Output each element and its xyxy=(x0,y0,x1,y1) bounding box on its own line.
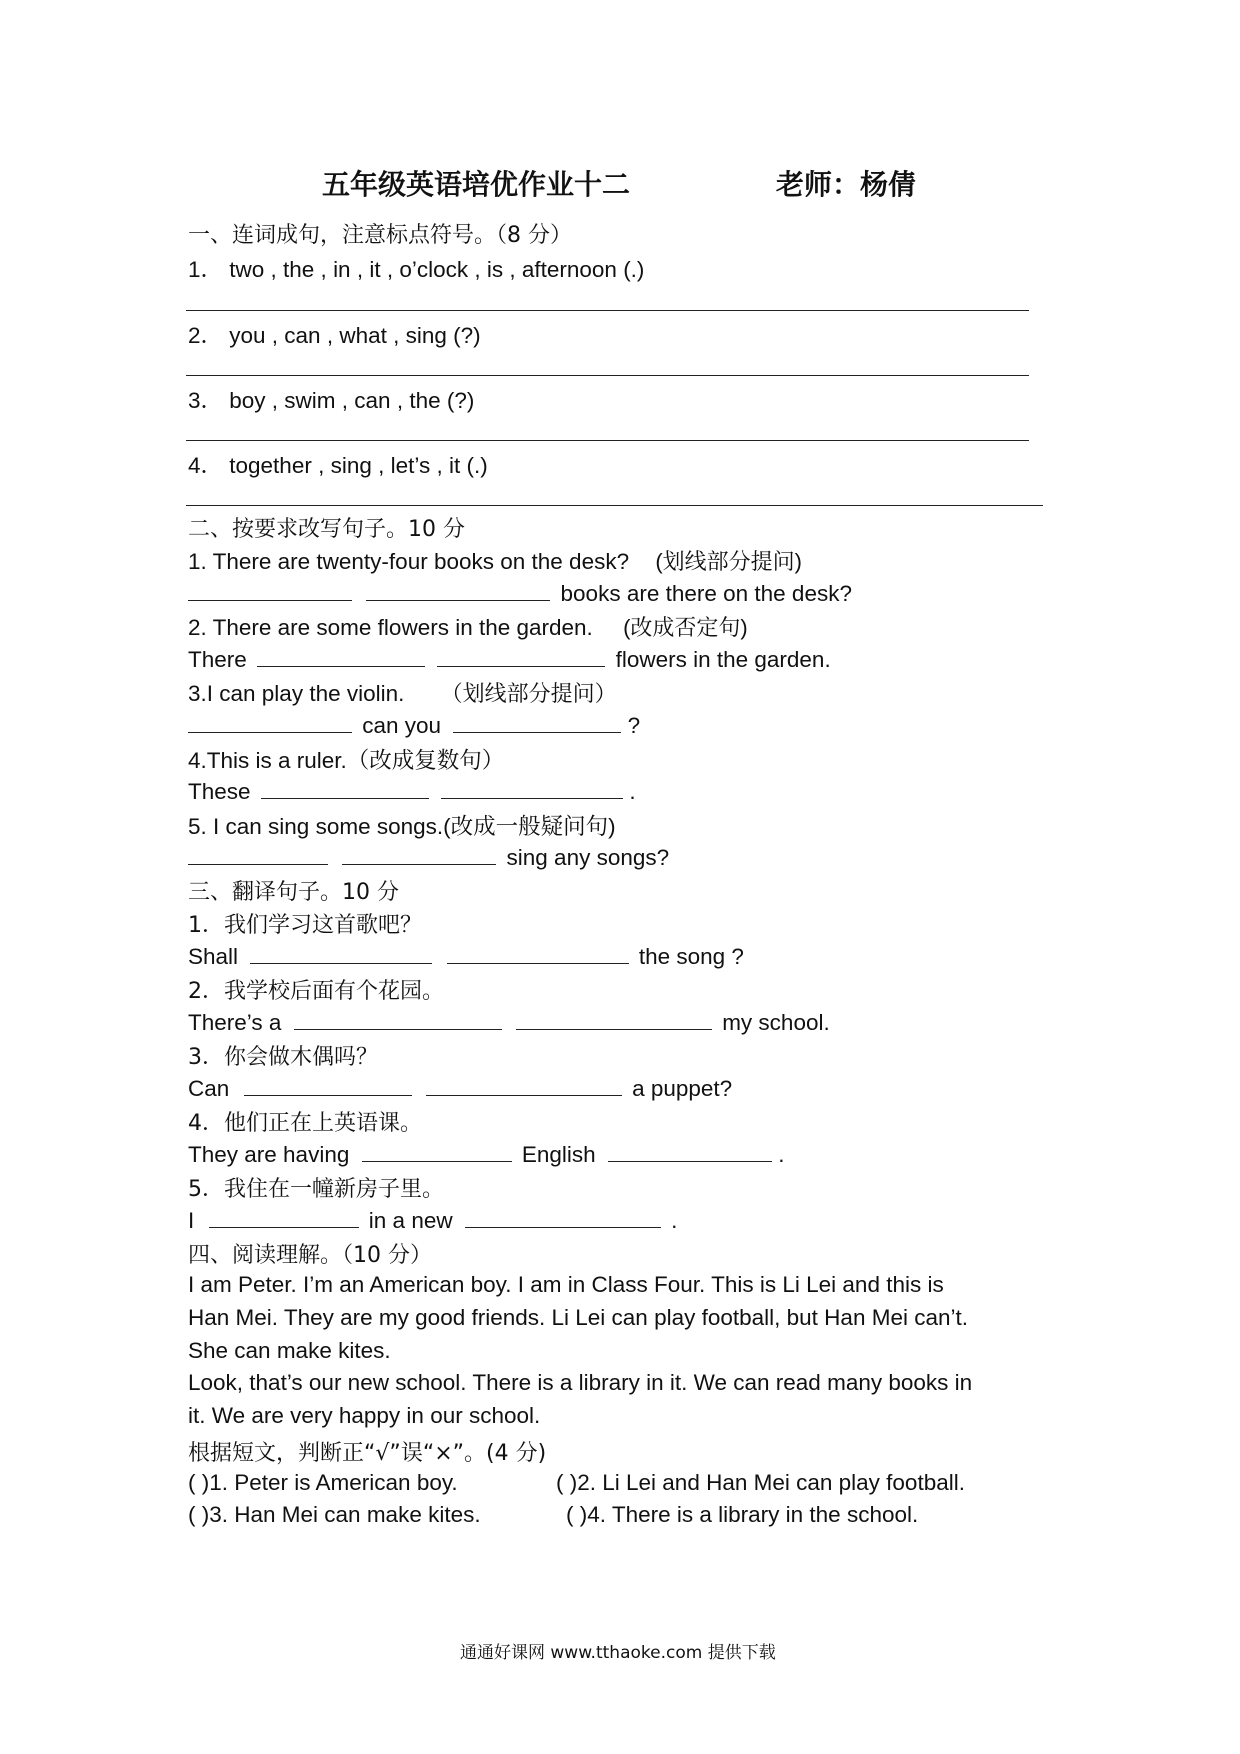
tf-instruction: 根据短文，判断正“√”误“×”。(4 分) xyxy=(188,1441,547,1466)
answer-blank[interactable] xyxy=(465,1205,661,1228)
s3-q2-prompt: 2．我学校后面有个花园。 xyxy=(188,979,444,1004)
s2-q3-prompt xyxy=(188,677,617,708)
section1-heading: 一、连词成句，注意标点符号。（8 分） xyxy=(188,223,572,248)
answer-blank[interactable] xyxy=(257,644,425,667)
s2-q4-answer xyxy=(188,776,636,805)
passage-line: Han Mei. They are my good friends. Li Lei can play football, but Han Mei can’t. xyxy=(188,1305,968,1330)
answer-blank[interactable] xyxy=(188,710,352,733)
instruction-note: （划线部分提问） xyxy=(440,681,617,706)
answer-text: There’s a xyxy=(188,1010,282,1035)
answer-blank[interactable] xyxy=(437,644,605,667)
footer-text: 通通好课网 www.tthaoke.com 提供下载 xyxy=(460,1643,776,1663)
answer-text: ? xyxy=(627,713,641,738)
s2-q5-answer xyxy=(188,842,669,871)
passage-line: I am Peter. I’m an American boy. I am in Class Four. This is Li Lei and this is xyxy=(188,1272,944,1297)
answer-text: English xyxy=(521,1142,596,1167)
passage-line: She can make kites. xyxy=(188,1338,391,1363)
teacher-name: 老师：杨倩 xyxy=(776,168,917,201)
section3-heading: 三、翻译句子。10 分 xyxy=(188,880,399,905)
answer-line[interactable] xyxy=(186,505,1043,506)
answer-text: my school. xyxy=(722,1010,830,1035)
answer-blank[interactable] xyxy=(447,941,629,964)
s2-q1-prompt xyxy=(188,545,802,576)
answer-blank[interactable] xyxy=(362,1139,512,1162)
section2-heading: 二、按要求改写句子。10 分 xyxy=(188,517,465,542)
s3-q5-prompt: 5．我住在一幢新房子里。 xyxy=(188,1177,444,1202)
s3-q4-prompt: 4．他们正在上英语课。 xyxy=(188,1111,422,1136)
tf-item-2[interactable]: ( )2. Li Lei and Han Mei can play football. xyxy=(556,1470,965,1495)
s3-q3-prompt: 3．你会做木偶吗？ xyxy=(188,1045,378,1070)
s2-q2-answer xyxy=(188,644,831,673)
s1-item-3: 3． boy , swim , can , the (?) xyxy=(188,388,475,413)
s2-q3-answer xyxy=(188,710,640,739)
s3-q4-answer xyxy=(188,1139,784,1168)
answer-text: sing any songs? xyxy=(506,845,670,870)
s3-q2-answer xyxy=(188,1007,830,1036)
s1-item-2: 2． you , can , what , sing (?) xyxy=(188,323,481,348)
answer-text: can you xyxy=(362,713,442,738)
answer-blank[interactable] xyxy=(342,842,496,865)
s2-q5-prompt: 5. I can sing some songs.(改成一般疑问句) xyxy=(188,814,616,839)
s3-q3-answer xyxy=(188,1073,732,1102)
answer-text: Can xyxy=(188,1076,230,1101)
answer-text: Shall xyxy=(188,944,239,969)
answer-text: in a new xyxy=(368,1208,453,1233)
answer-blank[interactable] xyxy=(188,842,328,865)
answer-blank[interactable] xyxy=(608,1139,772,1162)
s3-q5-answer xyxy=(188,1205,677,1234)
answer-text: . xyxy=(671,1208,678,1233)
instruction-note: (改成否定句) xyxy=(623,615,748,640)
prompt-text: 1. There are twenty-four books on the desk? xyxy=(188,549,630,574)
answer-line[interactable] xyxy=(186,310,1029,311)
answer-blank[interactable] xyxy=(261,776,429,799)
answer-blank[interactable] xyxy=(516,1007,712,1030)
answer-blank[interactable] xyxy=(366,578,550,601)
answer-text: the song ? xyxy=(638,944,744,969)
answer-blank[interactable] xyxy=(426,1073,622,1096)
answer-text: flowers in the garden. xyxy=(615,647,831,672)
s1-item-4: 4． together , sing , let’s , it (.) xyxy=(188,453,488,478)
instruction-note: (划线部分提问) xyxy=(655,549,803,574)
s2-q4-prompt: 4.This is a ruler.（改成复数句） xyxy=(188,748,505,773)
answer-blank[interactable] xyxy=(441,776,623,799)
answer-text: I xyxy=(188,1208,195,1233)
answer-blank[interactable] xyxy=(294,1007,502,1030)
answer-text: . xyxy=(778,1142,785,1167)
s3-q1-answer xyxy=(188,941,744,970)
s2-q1-answer xyxy=(188,578,852,607)
passage-line: it. We are very happy in our school. xyxy=(188,1403,541,1428)
section4-heading: 四、阅读理解。（10 分） xyxy=(188,1243,432,1268)
page-title: 五年级英语培优作业十二 xyxy=(322,168,631,201)
tf-item-3[interactable]: ( )3. Han Mei can make kites. xyxy=(188,1502,481,1527)
answer-blank[interactable] xyxy=(209,1205,359,1228)
s1-item-1: 1． two , the , in , it , o’clock , is , afternoon (.) xyxy=(188,257,645,282)
answer-blank[interactable] xyxy=(188,578,352,601)
answer-text: books are there on the desk? xyxy=(560,581,852,606)
answer-line[interactable] xyxy=(186,440,1029,441)
answer-text: These xyxy=(188,779,251,804)
tf-item-4[interactable]: ( )4. There is a library in the school. xyxy=(566,1502,919,1527)
prompt-text: 3.I can play the violin. xyxy=(188,681,405,706)
answer-text: a puppet? xyxy=(632,1076,733,1101)
tf-item-1[interactable]: ( )1. Peter is American boy. xyxy=(188,1470,458,1495)
answer-blank[interactable] xyxy=(250,941,432,964)
answer-text: They are having xyxy=(188,1142,350,1167)
prompt-text: 2. There are some flowers in the garden. xyxy=(188,615,593,640)
passage-line: Look, that’s our new school. There is a library in it. We can read many books in xyxy=(188,1370,973,1395)
answer-line[interactable] xyxy=(186,375,1029,376)
s2-q2-prompt xyxy=(188,611,748,642)
answer-blank[interactable] xyxy=(453,710,621,733)
answer-text: . xyxy=(629,779,636,804)
s3-q1-prompt: 1．我们学习这首歌吧？ xyxy=(188,913,422,938)
answer-text: There xyxy=(188,647,247,672)
answer-blank[interactable] xyxy=(244,1073,412,1096)
